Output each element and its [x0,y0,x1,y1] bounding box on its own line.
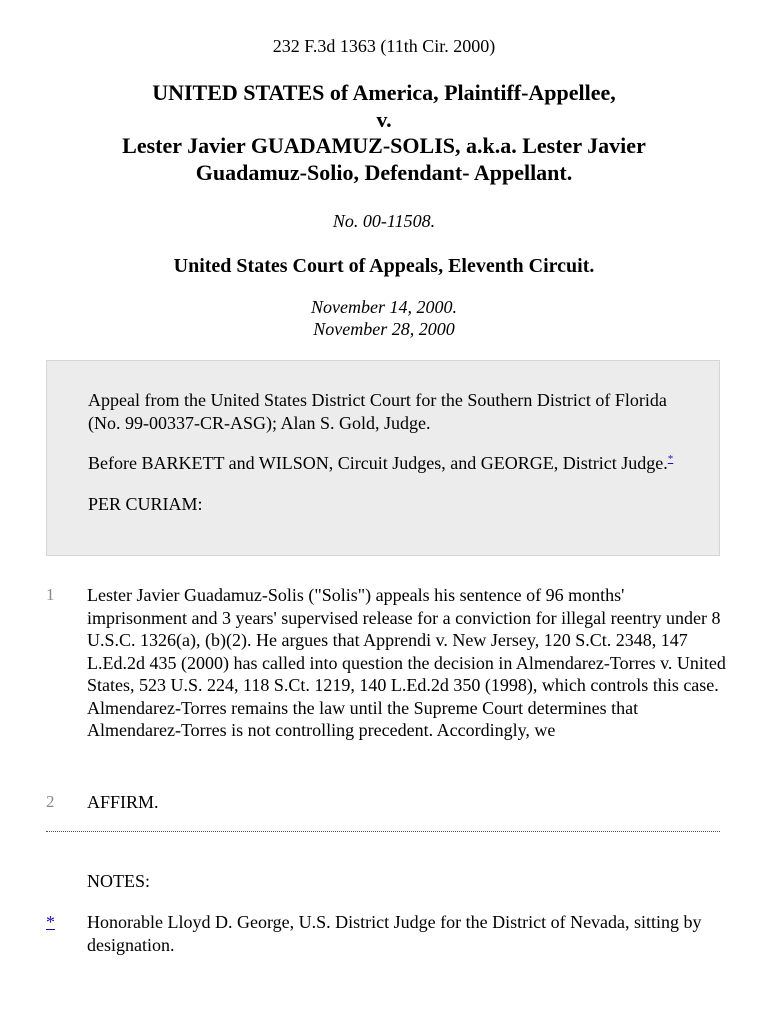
opinion-header-box [46,360,720,556]
footnote-text: Honorable Lloyd D. George, U.S. District Judge for the District of Nevada, sitting by designation. [87,912,702,955]
appeal-info: Appeal from the United States District Court for the Southern District of Florida (No. 99-00337-CR-ASG); Alan S. Gold, Judge. [88,390,667,433]
footnote-reference-link[interactable]: * [667,453,674,465]
defendant-line-2: Guadamuz-Solio, Defendant- Appellant. [195,159,573,185]
notes-heading: NOTES: [87,871,150,891]
paragraph-number: 1 [46,585,55,604]
date-line: November 28, 2000 [313,319,455,339]
paragraph-text: AFFIRM. [87,792,159,812]
defendant-line-1: Lester Javier GUADAMUZ-SOLIS, a.k.a. Lester Javier [122,133,646,158]
decision-dates [0,296,768,340]
docket-number: No. 00-11508. [332,211,436,231]
footnote-backlink[interactable]: * [46,912,55,932]
panel-text: Before BARKETT and WILSON, Circuit Judges, and GEORGE, District Judge. [88,453,668,473]
per-curiam-label: PER CURIAM: [88,493,203,514]
paragraph-text: Lester Javier Guadamuz-Solis ("Solis") appeals his sentence of 96 months' imprisonment and 3 years' supervised release for a conviction for illegal reentry under 8 U.S.C. 1326(a), (b)(2). He argues that Apprendi v. New Jersey, 120 S.Ct. 2348, 147 L.Ed.2d 435 (2000) has called into question the decision in Almendarez-Torres v. United States, 523 U.S. 224, 118 S.Ct. 1219, 140 L.Ed.2d 350 (1998), which controls this case. Almendarez-Torres remains the law until the Supreme Court determines that Almendarez-Torres is not controlling precedent. Accordingly, we [87,585,726,740]
case-citation: 232 F.3d 1363 (11th Cir. 2000) [272,36,496,56]
paragraph-number: 2 [46,792,55,811]
date-line: November 14, 2000. [311,297,457,317]
versus-line: v. [376,106,392,132]
notes-divider [46,831,720,832]
case-caption [40,80,728,186]
panel-info [88,452,679,475]
plaintiff-line: UNITED STATES of America, Plaintiff-Appellee, [152,80,616,105]
court-name: United States Court of Appeals, Eleventh Circuit. [173,255,595,277]
